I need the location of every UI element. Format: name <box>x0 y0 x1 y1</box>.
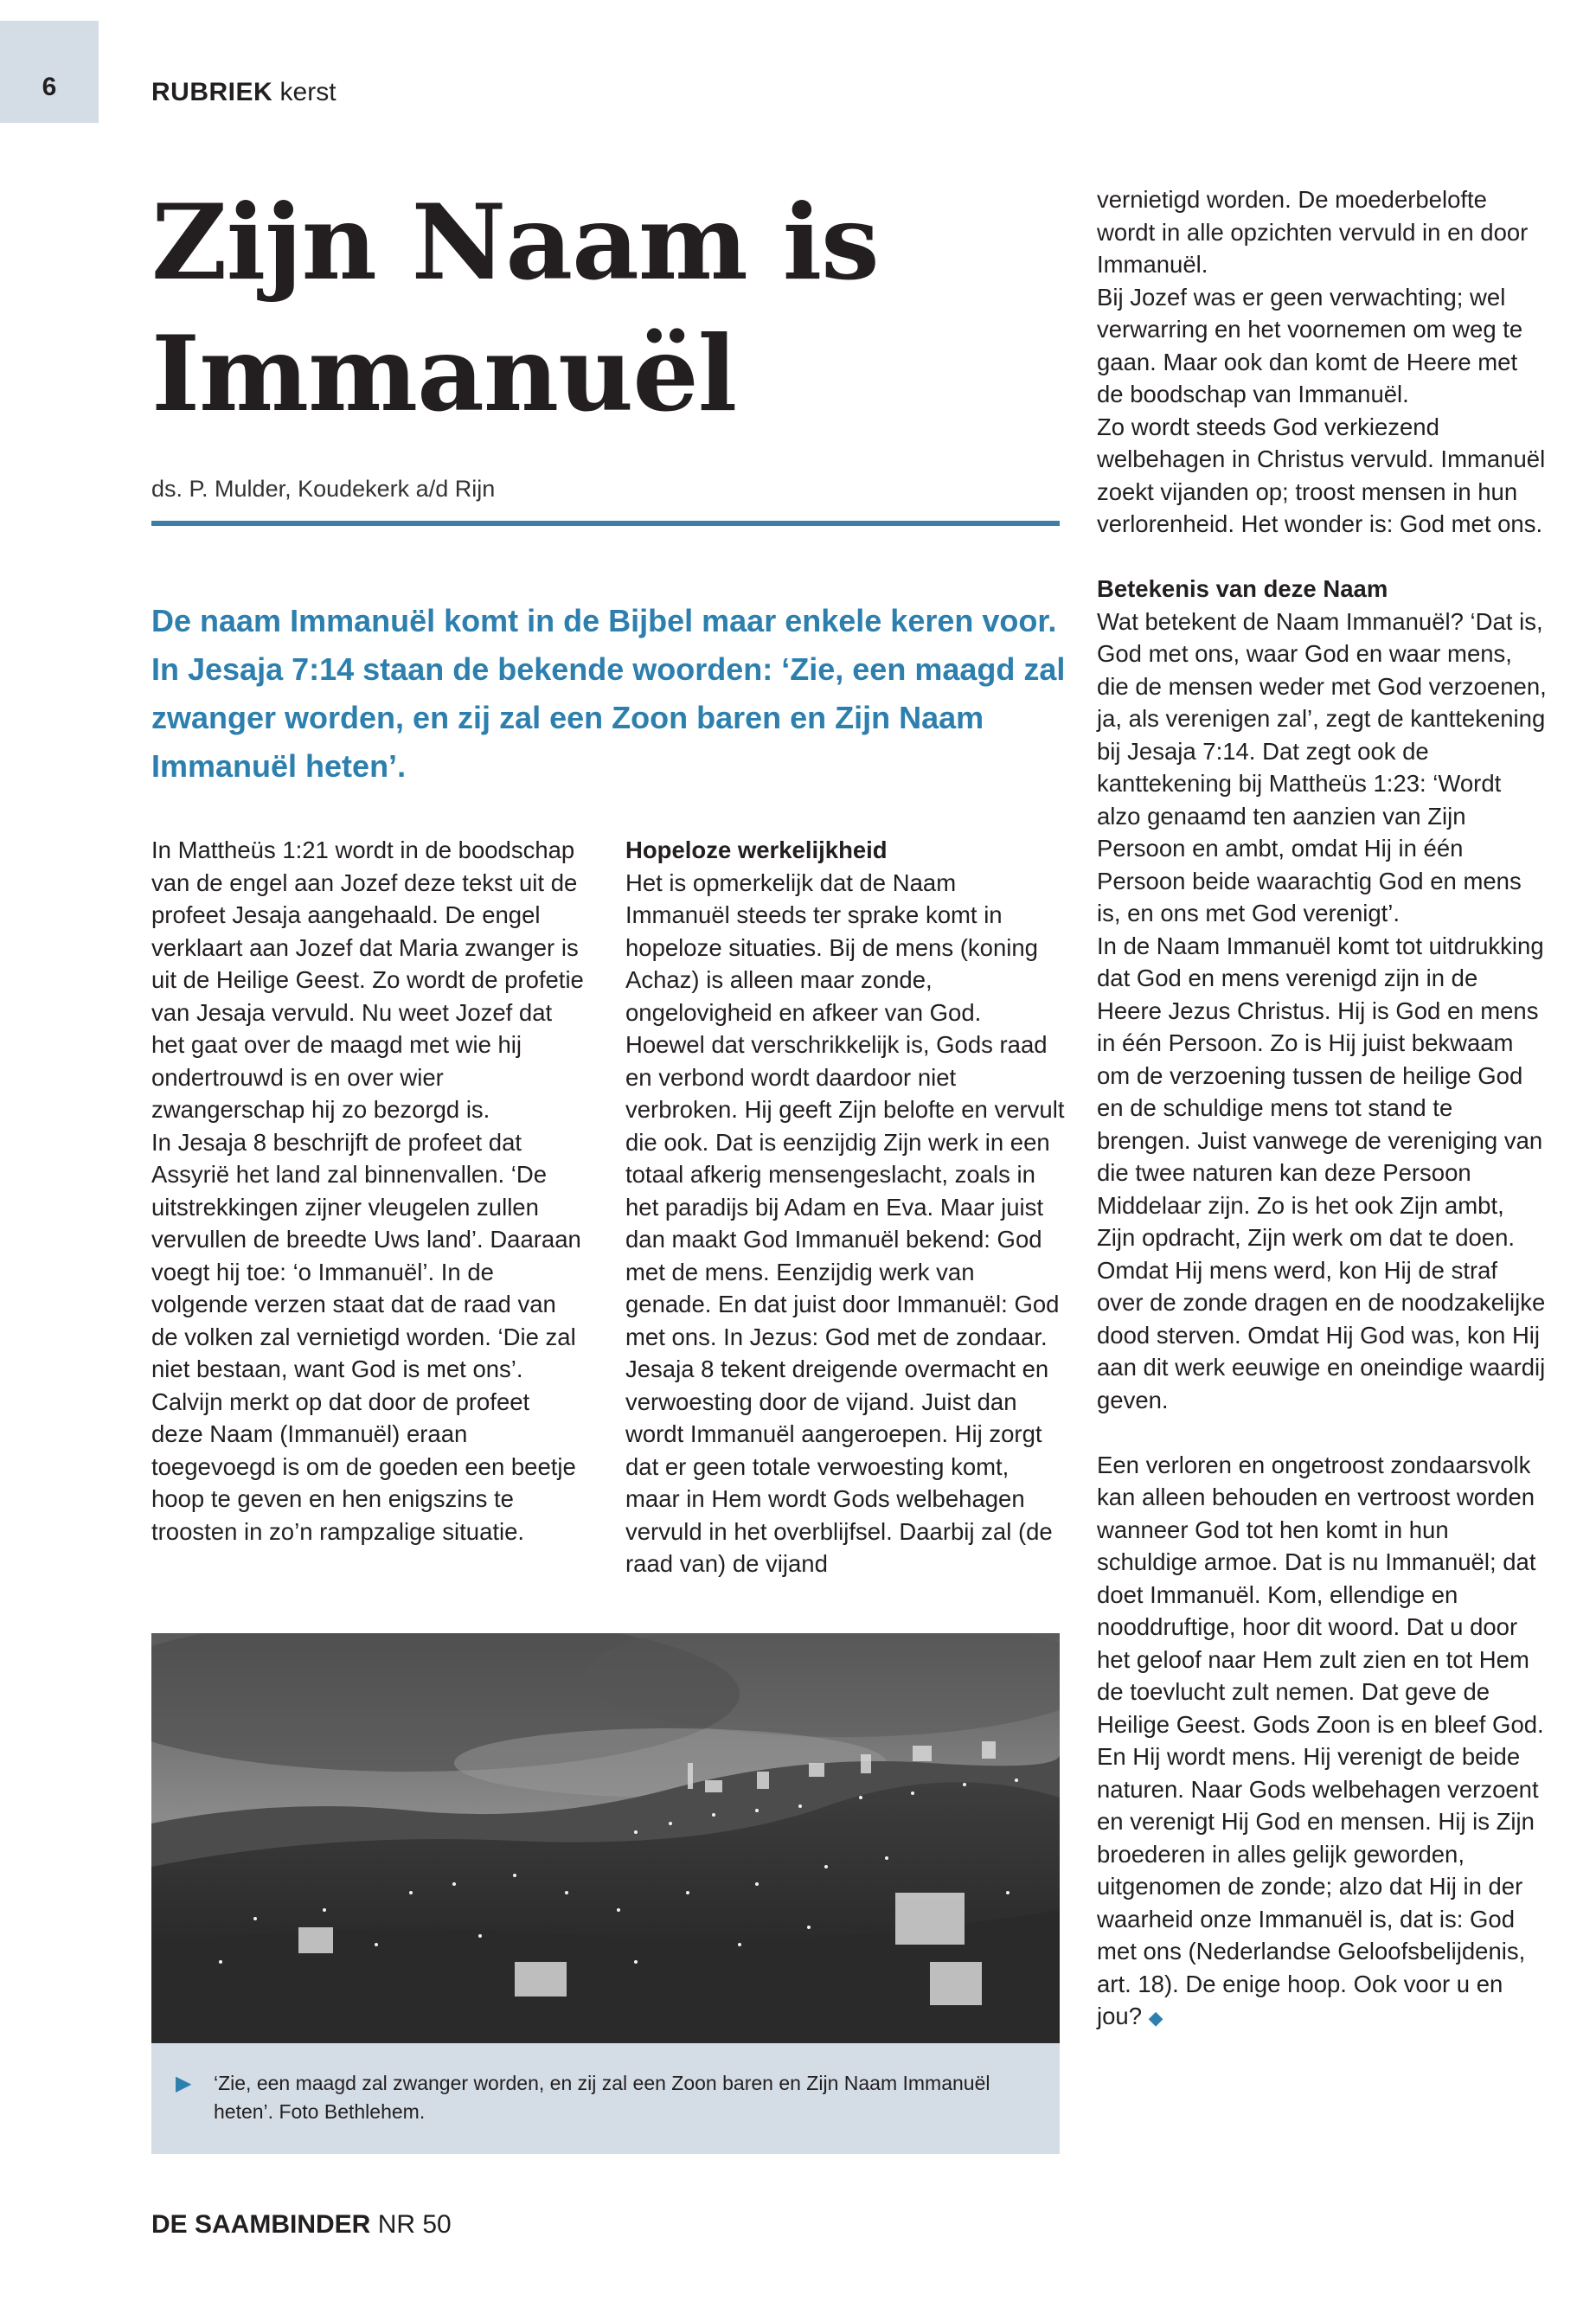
photo-caption <box>151 2043 1060 2154</box>
title-line-2: Immanuël <box>151 313 737 435</box>
paragraph-gap <box>1097 541 1547 574</box>
subheading-betekenis: Betekenis van deze Naam <box>1097 575 1388 602</box>
magazine-name: DE SAAMBINDER <box>151 2210 371 2239</box>
page-number-tab <box>0 21 99 123</box>
subheading-hopeloze: Hopeloze werkelijkheid <box>625 836 888 863</box>
body-paragraph: Zo wordt steeds God verkiezend welbehagen in Christus vervuld. Immanuël zoekt vijanden op; troost mensen in hun verlorenheid. Het wonder is: God met ons. <box>1097 413 1546 537</box>
body-paragraph: Wat betekent de Naam Immanuël? ‘Dat is, God met ons, waar God en waar mens, die de mensen weder met God verzoenen, ja, als verenigen zal’, zegt de kanttekening bij Jesaja 7:14. Dat zegt ook de kanttekening bij Mattheüs 1:23: ‘Wordt alzo genaamd ten aanzien van Zijn Persoon en ambt, omdat Hij in één Persoon beide waarachtig God en mens is, en ons met God verenigt’. <box>1097 607 1547 926</box>
end-mark-icon: ◆ <box>1148 2007 1163 2029</box>
body-text: Een verloren en ongetroost zondaarsvolk kan alleen behouden en vertroost worden wanneer God tot hen komt in hun schuldige armoe. Dat is nu Immanuël; dat doet Immanuël. Kom, ellendige en nooddruftige, hoor dit woord. Dat u door het geloof naar Hem zult zien en tot Hem de toevlucht zult nemen. Dat geve de Heilige Geest. Gods Zoon is en bleef God. En Hij wordt mens. Hij verenigt de beide naturen. Naar Gods welbehagen verzoent en verenigt Hij God en mensen. Hij is Zijn broederen in alles gelijk geworden, uitgenomen de zonde; alzo dat Hij in der waarheid onze Immanuël is, dat is: God met ons (Nederlandse Geloofsbelijdenis, art. 18). De enige hoop. Ook voor u en jou? <box>1097 1451 1544 2029</box>
issue-number: NR 50 <box>377 2210 452 2239</box>
page-number: 6 <box>42 73 57 101</box>
body-paragraph: Het is opmerkelijk dat de Naam Immanuël steeds ter sprake komt in hopeloze situaties. Bij de mens (koning Achaz) is alleen maar zonde, ongelovigheid en afkeer van God. Hoewel dat verschrikkelijk is, Gods raad en verbond wordt daardoor niet verbroken. Hij geeft Zijn belofte en vervult die ook. Dat is eenzijdig Zijn werk in een totaal afkerig mensengeslacht, zoals in het paradijs bij Adam en Eva. Maar juist dan maakt God Immanuël bekend: God met de mens. Eenzijdig werk van genade. En dat juist door Immanuël: God met ons. In Jezus: God met de zondaar. <box>625 868 1065 1350</box>
title-divider <box>151 521 1060 526</box>
paragraph-gap <box>1097 1416 1547 1449</box>
body-paragraph-final <box>1097 1449 1547 2035</box>
rubriek-topic: kerst <box>279 78 337 106</box>
caption-text: ‘Zie, een maagd zal zwanger worden, en zij zal een Zoon baren en Zijn Naam Immanuël heten’. Foto Bethlehem. <box>214 2072 990 2123</box>
play-arrow-icon: ▶ <box>176 2072 192 2095</box>
body-paragraph: In de Naam Immanuël komt tot uitdrukking dat God en mens verenigd zijn in de Heere Jezus Christus. Hij is God en mens in één Persoon. Zo is Hij juist bekwaam om de verzoening tussen de heilige God en de schuldige mens tot stand te brengen. Juist vanwege de vereniging van die twee naturen kan deze Persoon Middelaar zijn. Zo is het ook Zijn ambt, Zijn opdracht, Zijn werk om dat te doen. Omdat Hij mens werd, kon Hij de straf over de zonde dragen en de noodzakelijke dood sterven. Omdat Hij God was, kon Hij aan dit werk eeuwige en oneindige waardij geven. <box>1097 932 1546 1413</box>
column-3 <box>1097 183 1547 2035</box>
body-paragraph: In Mattheüs 1:21 wordt in de boodschap van de engel aan Jozef deze tekst uit de profeet Jesaja aangehaald. De engel verklaart aan Jozef dat Maria zwanger is uit de Heilige Geest. Zo wordt de profetie van Jesaja vervuld. Nu weet Jozef dat het gaat over de maagd met wie hij ondertrouwd is en over wier zwangerschap hij zo bezorgd is. <box>151 836 584 1123</box>
column-1 <box>151 834 584 1548</box>
body-paragraph: Bij Jozef was er geen verwachting; wel verwarring en het voornemen om weg te gaan. Maar ook dan komt de Heere met de boodschap van Immanuël. <box>1097 283 1523 407</box>
rubriek-label: RUBRIEK <box>151 78 273 106</box>
section-label <box>151 78 337 107</box>
body-paragraph: Jesaja 8 tekent dreigende overmacht en verwoesting door de vijand. Juist dan wordt Immanuël aangeroepen. Hij zorgt dat er geen totale verwoesting komt, maar in Hem wordt Gods welbehagen vervuld in het overblijfsel. Daarbij zal (de raad van) de vijand <box>625 1356 1053 1577</box>
body-paragraph: vernietigd worden. De moederbelofte wordt in alle opzichten vervuld in en door Immanuël. <box>1097 186 1529 278</box>
lead-paragraph: De naam Immanuël komt in de Bijbel maar enkele keren voor. In Jesaja 7:14 staan de bekende woorden: ‘Zie, een maagd zal zwanger worden, en zij zal een Zoon baren en Zijn Naam Immanuël heten’. <box>151 603 1066 784</box>
photo-bethlehem <box>151 1633 1060 2043</box>
column-2 <box>625 834 1067 1580</box>
article-title <box>151 177 1060 440</box>
title-line-1: Zijn Naam is <box>151 182 879 304</box>
body-paragraph: In Jesaja 8 beschrijft de profeet dat Assyrië het land zal binnenvallen. ‘De uitstrekkingen zijner vleugelen zullen vervullen de breedte Uws land’. Daaraan voegt hij toe: ‘o Immanuël’. In de volgende verzen staat dat de raad van de volken zal vernietigd worden. ‘Die zal niet bestaan, want God is met ons’. Calvijn merkt op dat door de profeet deze Naam (Immanuël) eraan toegevoegd is om de goeden een beetje hoop te geven en hen enigszins te troosten in zo’n rampzalige situatie. <box>151 1128 581 1545</box>
page-footer <box>151 2210 452 2240</box>
author-byline: ds. P. Mulder, Koudekerk a/d Rijn <box>151 476 496 502</box>
